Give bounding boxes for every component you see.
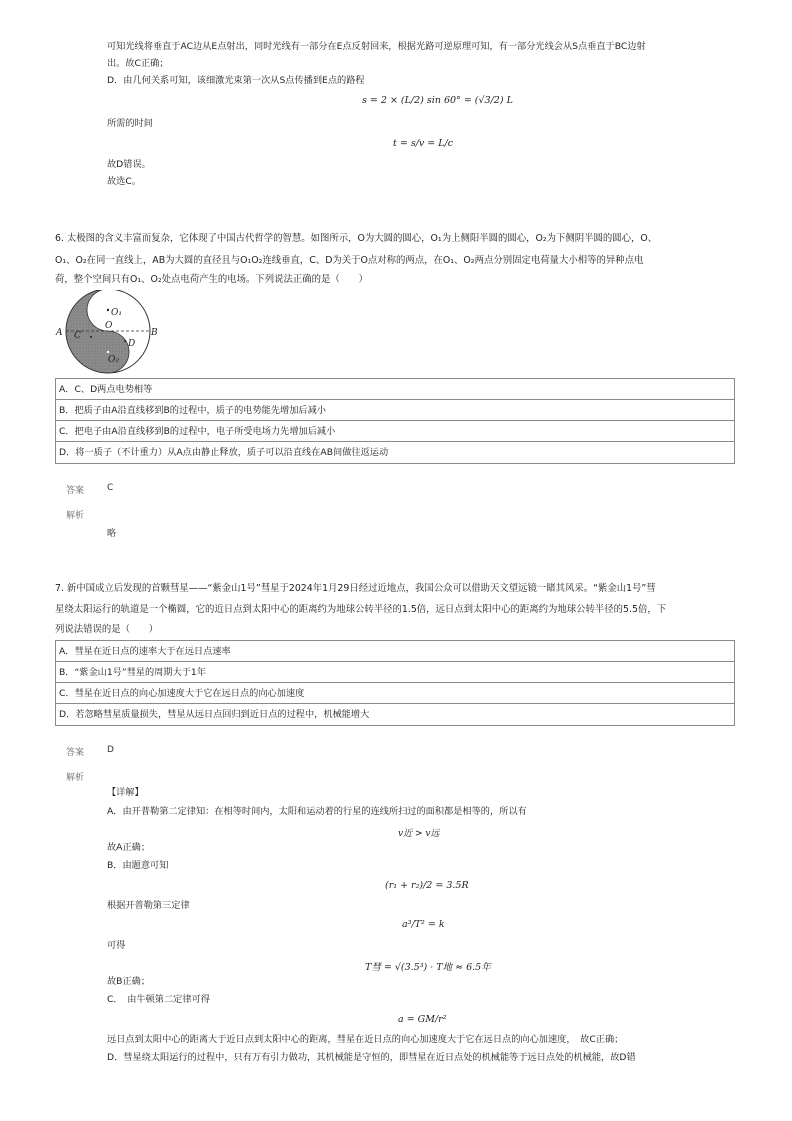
q7-detail-heading: 【详解】: [107, 787, 144, 798]
q6-analysis-label: 解析: [66, 511, 85, 521]
q7-option-d[interactable]: D．若忽略彗星质量损失，彗星从远日点回归到近日点的过程中，机械能增大: [59, 709, 370, 720]
q7-answer-label: 答案: [66, 748, 85, 758]
o1-point: [107, 309, 109, 311]
prev-line-1: 可知光线将垂直于AC边从E点射出，同时光线有一部分在E点反射回来，根据光路可逆原理可知，有一部分光线会从S点垂直于BC边射: [107, 41, 646, 52]
q6-stem-line-3: 荷，整个空间只有O₁、O₂处点电荷产生的电场。下列说法正确的是（ ）: [55, 274, 368, 285]
label-c: C: [74, 331, 81, 341]
q7-options: [55, 640, 735, 726]
q6-answer-value: C: [107, 483, 114, 493]
q7-a-conclusion: 故A正确；: [107, 842, 151, 853]
q7-b-text3: 可得: [107, 940, 126, 951]
formula-t: t = s/v = L/c: [393, 138, 454, 149]
q7-b-formula2: a³/T² = k: [402, 919, 445, 930]
label-b: B: [151, 328, 158, 338]
q7-b-text2: 根据开普勒第三定律: [107, 900, 190, 911]
q7-c-text2: 远日点到太阳中心的距离大于近日点到太阳中心的距离，彗星在近日点的向心加速度大于它在远日点的向心加速度， 故C正确；: [107, 1034, 624, 1045]
label-d: D: [128, 339, 136, 349]
q7-answer-value: D: [107, 745, 114, 755]
prev-line-4: 所需的时间: [107, 118, 153, 129]
q7-b-formula3: T彗 = √(3.5³) · T地 ≈ 6.5年: [365, 962, 491, 973]
q7-option-b[interactable]: B．“紫金山1号”彗星的周期大于1年: [56, 662, 734, 683]
q7-stem-line-3: 列说法错误的是（ ）: [55, 624, 159, 635]
q7-option-a[interactable]: A．彗星在近日点的速率大于在远日点速率: [56, 641, 734, 662]
prev-line-5: 故D错误。: [107, 159, 151, 170]
q6-answer-label: 答案: [66, 486, 85, 496]
q7-stem-line-2: 星绕太阳运行的轨道是一个椭圆，它的近日点到太阳中心的距离约为地球公转半径的1.5倍，远日点到太阳中心的距离约为地球公转半径的5.5倍，下: [55, 604, 667, 615]
q7-d-text: D．彗星绕太阳运行的过程中，只有万有引力做功，其机械能是守恒的，即彗星在近日点处的机械能等于远日点处的机械能，故D错: [107, 1052, 636, 1063]
formula-s: s = 2 × (L/2) sin 60° = (√3/2) L: [362, 95, 513, 106]
label-o1: O₁: [111, 308, 122, 318]
label-a: A: [56, 328, 63, 338]
taiji-figure: [55, 290, 161, 376]
q7-a-text: A．由开普勒第二定律知：在相等时间内，太阳和运动着的行星的连线所扫过的面积都是相等的，所以有: [107, 806, 527, 817]
c-point: [90, 336, 92, 338]
prev-line-3: D．由几何关系可知，该细激光束第一次从S点传播到E点的路程: [107, 75, 365, 86]
q6-analysis-text: 略: [107, 529, 117, 539]
q7-a-formula: v近 > v远: [398, 829, 440, 839]
q7-c-text: C． 由牛顿第二定律可得: [107, 994, 210, 1005]
q7-option-c[interactable]: C．彗星在近日点的向心加速度大于它在远日点的向心加速度: [56, 683, 734, 704]
q6-option-a[interactable]: A．C、D两点电势相等: [56, 379, 734, 400]
q7-b-text: B．由题意可知: [107, 860, 169, 871]
q6-stem-line-2: O₁、O₂在同一直线上，AB为大圆的直径且与O₁O₂连线垂直，C、D为关于O点对称的两点，在O₁、O₂两点分别固定电荷量大小相等的异种点电: [55, 255, 644, 266]
label-o2: O₂: [108, 355, 119, 365]
prev-line-6: 故选C。: [107, 176, 141, 187]
q6-option-d[interactable]: D．将一质子（不计重力）从A点由静止释放，质子可以沿直线在AB间做往返运动: [59, 447, 389, 458]
q7-stem-line-1: 7. 新中国成立后发现的首颗彗星——“紫金山1号”彗星于2024年1月29日经过近地点，我国公众可以借助天文望远镜一睹其风采。“紫金山1号”彗: [55, 583, 656, 594]
q7-b-conclusion: 故B正确；: [107, 976, 151, 987]
o2-point: [107, 351, 109, 353]
label-o: O: [105, 321, 113, 331]
q6-options: [55, 378, 735, 464]
q7-analysis-label: 解析: [66, 773, 85, 783]
q6-stem-line-1: 6. 太极图的含义丰富而复杂，它体现了中国古代哲学的智慧。如图所示，O为大圆的圆心，O₁为上侧阳半圆的圆心，O₂为下侧阴半圆的圆心，O、: [55, 233, 658, 244]
q6-option-b[interactable]: B．把质子由A沿直线移到B的过程中，质子的电势能先增加后减小: [56, 400, 734, 421]
q7-c-formula: a = GM/r²: [398, 1014, 447, 1025]
d-point: [124, 340, 126, 342]
q7-b-formula: (r₁ + r₂)/2 = 3.5R: [385, 880, 469, 891]
q6-option-c[interactable]: C．把电子由A沿直线移到B的过程中，电子所受电场力先增加后减小: [56, 421, 734, 442]
prev-line-2: 出。故C正确；: [107, 58, 169, 69]
